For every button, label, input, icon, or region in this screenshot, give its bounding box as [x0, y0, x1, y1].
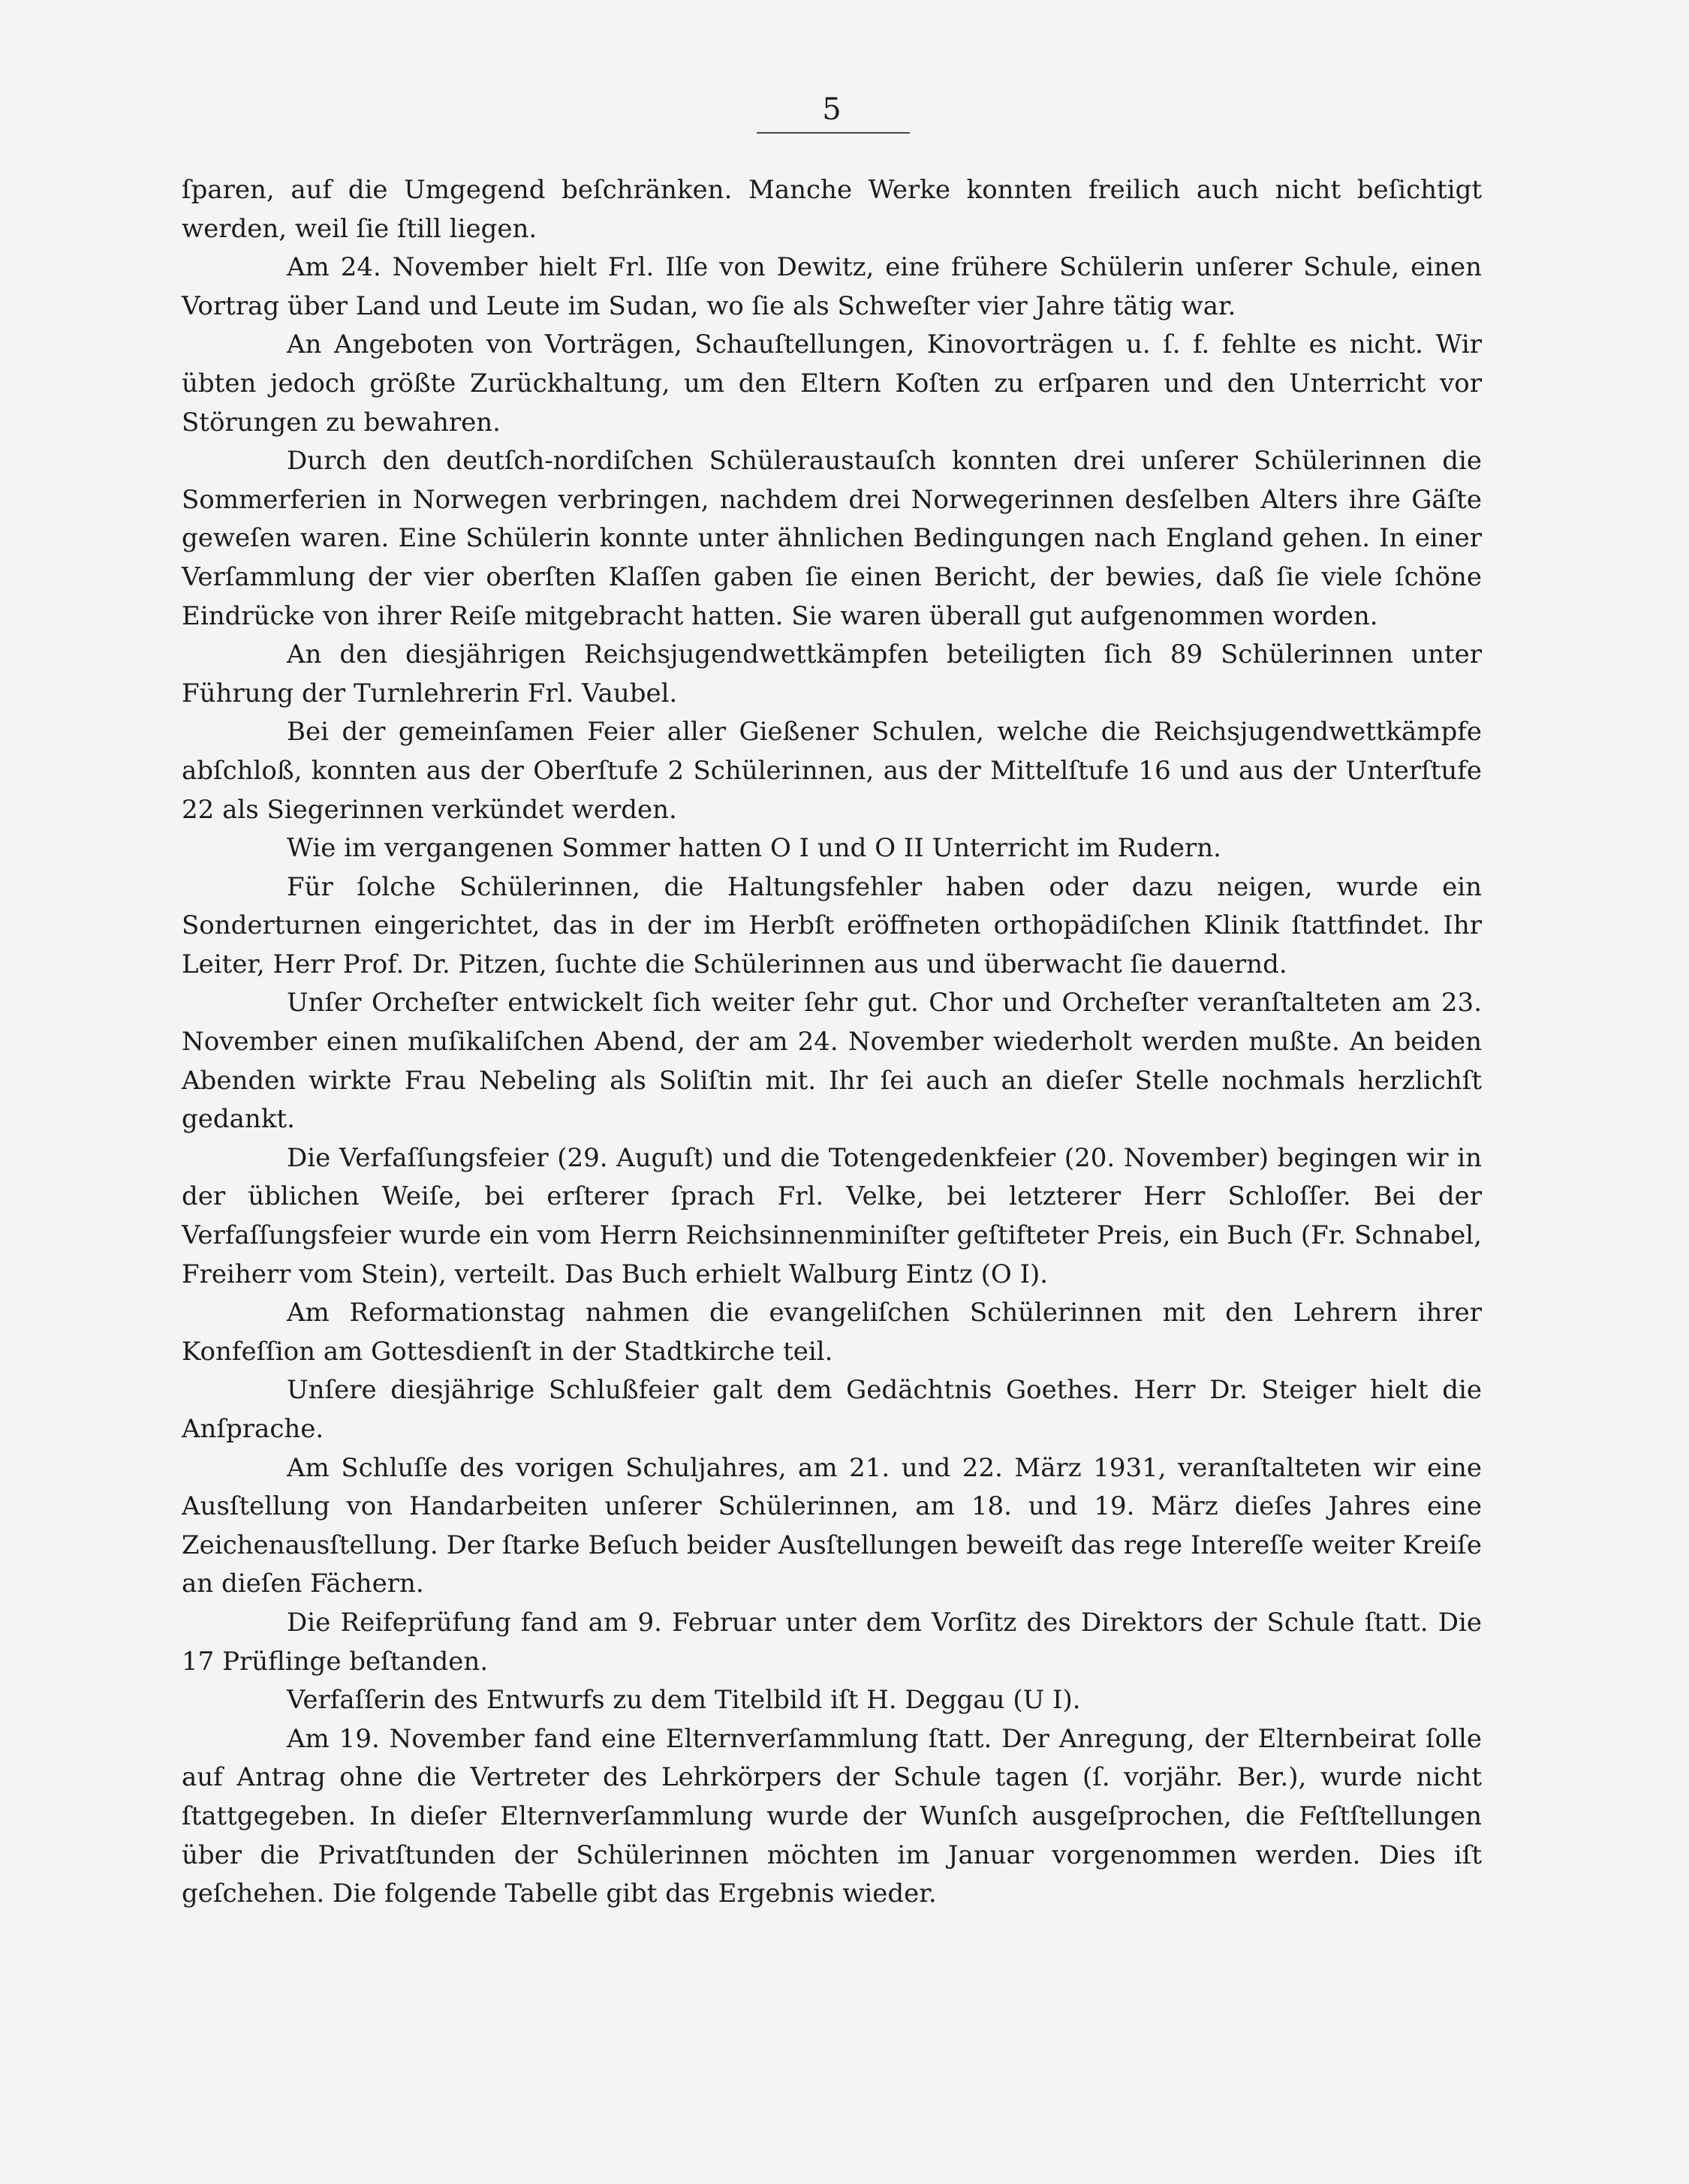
paragraph: Unſere diesjährige Schlußfeier galt dem Gedächtnis Goethes. Herr Dr. Steiger hielt die Anſprache. — [182, 1375, 1482, 1444]
page-number: 5 — [822, 92, 841, 127]
paragraph: Am 24. November hielt Frl. Ilſe von Dewitz, eine frühere Schülerin unſerer Schule, einen Vortrag über Land und Leute im Sudan, wo ſie als Schweſter vier Jahre tätig war. — [182, 252, 1482, 321]
paragraph: Wie im vergangenen Sommer hatten O I und O II Unterricht im Rudern. — [287, 833, 1221, 864]
paragraph: Unſer Orcheſter entwickelt ſich weiter ſehr gut. Chor und Orcheſter veranſtalteten am 23. November einen muſikaliſchen Abend, der am 24. November wiederholt werden mußte. An beiden Abenden wirkte Frau Nebeling als Soliſtin mit. Ihr ſei auch an dieſer Stelle nochmals herzlichſt gedankt. — [182, 988, 1482, 1135]
paragraph: ſparen, auf die Umgegend beſchränken. Manche Werke konnten freilich auch nicht beſichtigt werden, weil ſie ſtill liegen. — [182, 175, 1482, 244]
page-number-rule — [757, 132, 910, 134]
paragraph: Verfaſſerin des Entwurfs zu dem Titelbild iſt H. Deggau (U I). — [287, 1685, 1081, 1716]
paragraph: Die Verfaſſungsfeier (29. Auguſt) und die Totengedenkfeier (20. November) begingen wir in der üblichen Weiſe, bei erſterer ſprach Frl. Velke, bei letzterer Herr Schloſſer. Bei der Verfaſſungsfeier wurde ein vom Herrn Reichsinnenminiſter geſtifteter Preis, ein Buch (Fr. Schnabel, Freiherr vom Stein), verteilt. Das Buch erhielt Walburg Eintz (O I). — [182, 1142, 1482, 1289]
paragraph: An den diesjährigen Reichsjugendwettkämpfen beteiligten ſich 89 Schülerinnen unter Führung der Turnlehrerin Frl. Vaubel. — [182, 639, 1482, 708]
paragraph: Am Reformationstag nahmen die evangeliſchen Schülerinnen mit den Lehrern ihrer Konfeſſion am Gottesdienſt in der Stadtkirche teil. — [182, 1298, 1482, 1367]
paragraph: Am Schluſſe des vorigen Schuljahres, am 21. und 22. März 1931, veranſtalteten wir eine Ausſtellung von Handarbeiten unſerer Schülerinnen, am 18. und 19. März dieſes Jahres eine Zeichenausſtellung. Der ſtarke Beſuch beider Ausſtellungen beweiſt das rege Intereſſe weiter Kreiſe an dieſen Fächern. — [182, 1452, 1482, 1599]
paragraph: Bei der gemeinſamen Feier aller Gießener Schulen, welche die Reichsjugendwettkämpfe abſchloß, konnten aus der Oberſtufe 2 Schülerinnen, aus der Mittelſtufe 16 und aus der Unterſtufe 22 als Siegerinnen verkündet werden. — [182, 717, 1482, 825]
body-text — [182, 171, 1482, 1914]
paragraph: An Angeboten von Vorträgen, Schauſtellungen, Kinovorträgen u. ſ. f. fehlte es nicht. Wir übten jedoch größte Zurückhaltung, um den Eltern Koſten zu erſparen und den Unterricht vor Störungen zu bewahren. — [182, 329, 1482, 438]
paragraph: Für ſolche Schülerinnen, die Haltungsfehler haben oder dazu neigen, wurde ein Sonderturnen eingerichtet, das in der im Herbſt eröffneten orthopädiſchen Klinik ſtattfindet. Ihr Leiter, Herr Prof. Dr. Pitzen, ſuchte die Schülerinnen aus und überwacht ſie dauernd. — [182, 871, 1482, 979]
paragraph: Durch den deutſch-nordiſchen Schüleraustauſch konnten drei unſerer Schülerinnen die Sommerferien in Norwegen verbringen, nachdem drei Norwegerinnen desſelben Alters ihre Gäſte geweſen waren. Eine Schülerin konnte unter ähnlichen Bedingungen nach England gehen. In einer Verſammlung der vier oberſten Klaſſen gaben ſie einen Bericht, der bewies, daß ſie viele ſchöne Eindrücke von ihrer Reiſe mitgebracht hatten. Sie waren überall gut aufgenommen worden. — [182, 446, 1482, 631]
paragraph: Die Reifeprüfung fand am 9. Februar unter dem Vorſitz des Direktors der Schule ſtatt. Die 17 Prüflinge beſtanden. — [182, 1607, 1482, 1677]
paragraph: Am 19. November fand eine Elternverſammlung ſtatt. Der Anregung, der Elternbeirat ſolle auf Antrag ohne die Vertreter des Lehrkörpers der Schule tagen (ſ. vorjähr. Ber.), wurde nicht ſtattgegeben. In dieſer Elternverſammlung wurde der Wunſch ausgeſprochen, die Feſtſtellungen über die Privatſtunden der Schülerinnen möchten im Januar vorgenommen werden. Dies iſt geſchehen. Die folgende Tabelle gibt das Ergebnis wieder. — [182, 1723, 1482, 1909]
